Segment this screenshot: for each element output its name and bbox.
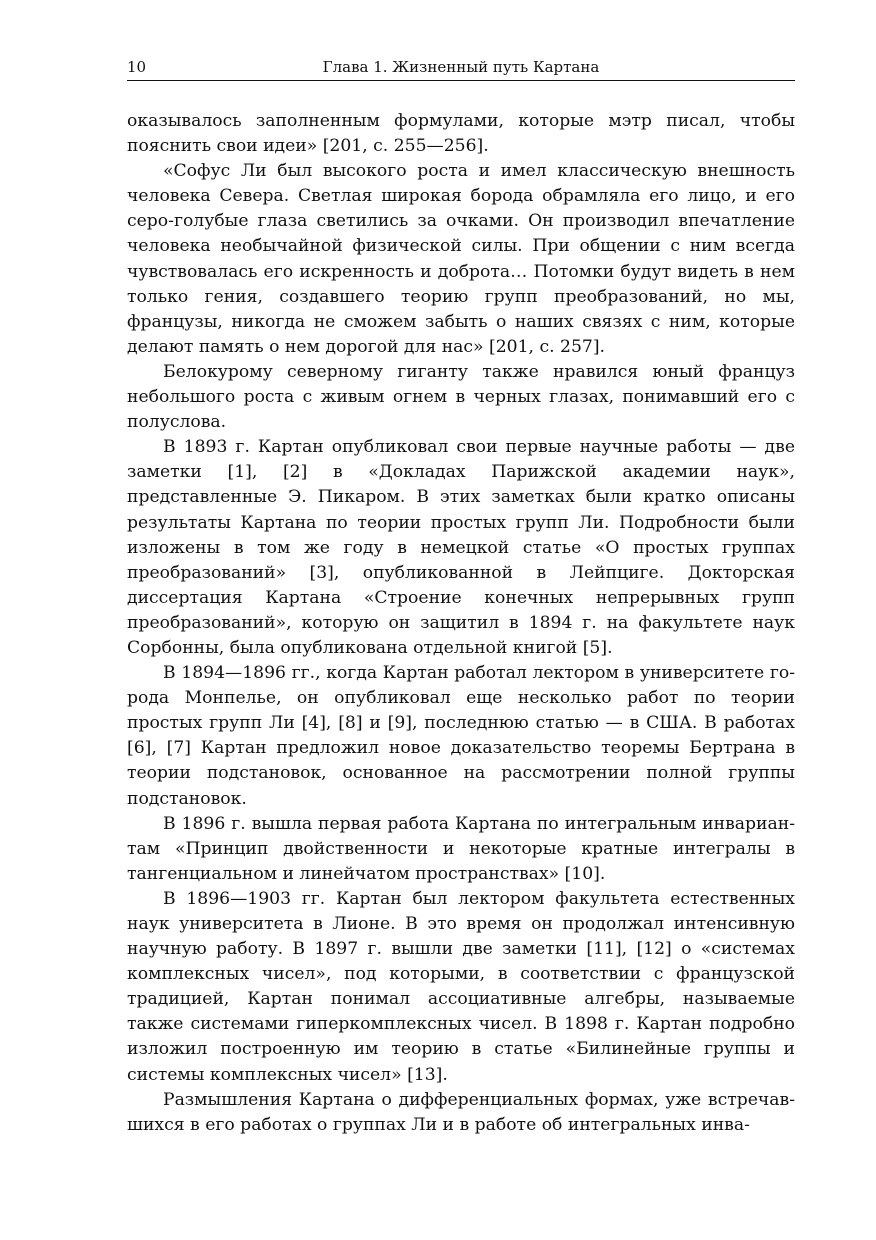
body-text <box>127 109 795 1138</box>
running-title: Глава 1. Жизненный путь Картана <box>322 58 600 76</box>
paragraph-continuation: оказывалось заполненным формулами, которые мэтр писал, чтобы пояснить свои идеи» [201, с. 255—256]. <box>127 111 795 157</box>
paragraph-1894-1896: В 1894—1896 гг., когда Картан работал лектором в университете города Монпелье, он опубликовал еще несколько работ по теории простых групп Ли [4], [8] и [9], последнюю статью — в США. В работах [6], [7] Картан предложил новое доказательство теоремы Бертрана в теории подстановок, основанное на рассмотрении полной группы подстановок. <box>127 663 795 809</box>
paragraph-giant: Белокурому северному гиганту также нравился юный француз небольшого роста с живым огнем в черных глазах, понимавший его с полуслова. <box>127 361 795 433</box>
page-header <box>127 54 795 81</box>
paragraph-quote-sophus-lie: «Софус Ли был высокого роста и имел классическую внешность человека Севера. Светлая широкая борода обрамляла его лицо, и его серо-голубые глаза светились за очками. Он производил впечатление человека необычайной физической силы. При общении с ним всегда чувствовалась его искренность и доброта… Потомки будут видеть в нем только гения, создавшего теорию групп преобразований, но мы, французы, никогда не сможем забыть о наших связях с ним, которые делают память о нем дорогой для нас» [201, с. 257]. <box>127 161 795 357</box>
paragraph-1896: В 1896 г. вышла первая работа Картана по интегральным инвариантам «Принцип двойственности и некоторые кратные интегралы в тангенциальном и линейчатом пространствах» [10]. <box>127 813 795 884</box>
paragraph-1896-1903: В 1896—1903 гг. Картан был лектором факультета естественных наук университета в Лионе. В это время он продолжал интенсивную научную работу. В 1897 г. вышли две заметки [11], [12] о «системах комплексных чисел», под которыми, в соответствии с французской традицией, Картан понимал ассоциативные алгебры, называемые также системами гиперкомплексных чисел. В 1898 г. Картан подробно изложил построенную им теорию в статье «Билинейные группы и системы комплексных чисел» [13]. <box>127 888 795 1085</box>
paragraph-differential-forms: Размышления Картана о дифференциальных формах, уже встречавшихся в его работах о группах Ли и в работе об интегральных инва- <box>127 1089 795 1135</box>
page-number: 10 <box>127 58 147 76</box>
paragraph-1893: В 1893 г. Картан опубликовал свои первые научные работы — две заметки [1], [2] в «Докладах Парижской академии наук», представленные Э. Пикаром. В этих заметках были кратко описаны результаты Картана по теории простых групп Ли. Подробности были изложены в том же году в немецкой статье «О простых группах преобразований» [3], опубликованной в Лейпциге. Докторская диссертация Картана «Строение конечных непрерывных групп преобразований», которую он защитил в 1894 г. на факультете наук Сорбонны, была опубликована отдельной книгой [5]. <box>127 437 795 658</box>
